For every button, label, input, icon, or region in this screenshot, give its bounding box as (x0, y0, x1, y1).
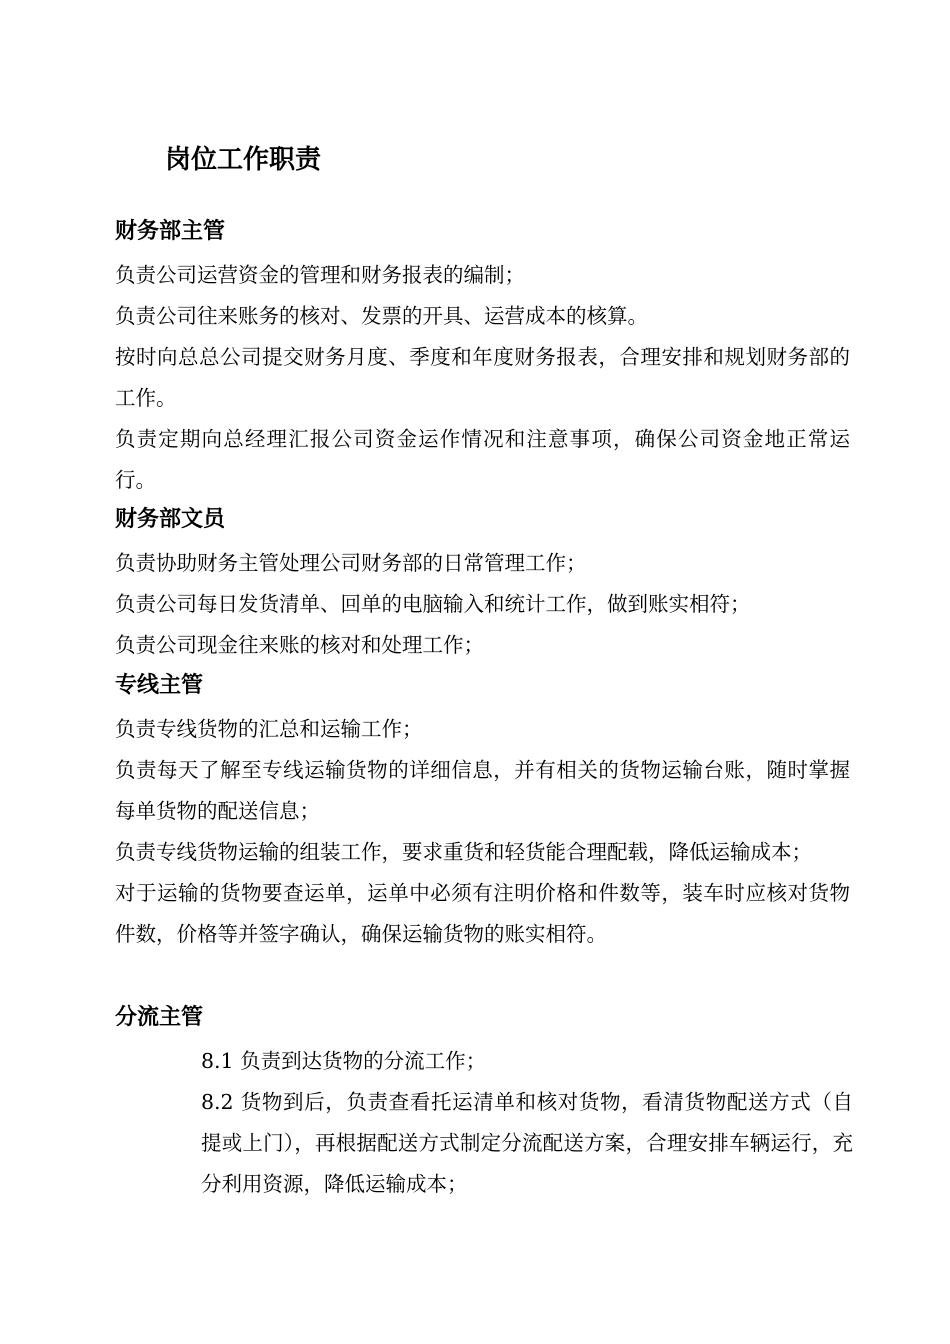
numbered-duty-paragraph: 8.1 负责到达货物的分流工作； (201, 1049, 487, 1073)
document-title: 岗位工作职责 (165, 145, 322, 175)
duty-paragraph: 按时向总总公司提交财务月度、季度和年度财务报表，合理安排和规划财务部的工作。 (115, 345, 850, 410)
duty-paragraph: 负责公司现金往来账的核对和处理工作； (115, 633, 484, 657)
section-heading: 分流主管 (115, 1005, 204, 1030)
duty-paragraph: 负责专线货物的汇总和运输工作； (115, 717, 423, 741)
numbered-duty-paragraph: 8.2 货物到后，负责查看托运清单和核对货物，看清货物配送方式（自提或上门），再根据配送方式制定分流配送方案，合理安排车辆运行，充分利用资源，降低运输成本； (201, 1090, 853, 1196)
duty-paragraph: 负责公司运营资金的管理和财务报表的编制； (115, 263, 525, 287)
section-heading: 财务部主管 (115, 219, 226, 244)
section-finance-clerk (115, 503, 850, 666)
section-heading: 财务部文员 (115, 507, 226, 532)
section-finance-supervisor (115, 215, 850, 501)
duty-paragraph: 负责公司每日发货清单、回单的电脑输入和统计工作，做到账实相符； (115, 592, 751, 616)
duty-paragraph: 负责协助财务主管处理公司财务部的日常管理工作； (115, 551, 587, 575)
section-heading: 专线主管 (115, 673, 204, 698)
duty-paragraph: 负责专线货物运输的组装工作，要求重货和轻货能合理配载，降低运输成本； (115, 840, 812, 864)
duty-paragraph: 负责公司往来账务的核对、发票的开具、运营成本的核算。 (115, 304, 648, 328)
duty-paragraph: 负责定期向总经理汇报公司资金运作情况和注意事项，确保公司资金地正常运行。 (115, 427, 850, 492)
section-dedicated-line-supervisor (115, 669, 850, 955)
duty-paragraph: 负责每天了解至专线运输货物的详细信息，并有相关的货物运输台账，随时掌握每单货物的配送信息； (115, 758, 850, 823)
duty-paragraph: 对于运输的货物要查运单，运单中必须有注明价格和件数等，装车时应核对货物件数，价格等并签字确认，确保运输货物的账实相符。 (115, 881, 850, 946)
section-distribution-supervisor (115, 1001, 853, 1205)
